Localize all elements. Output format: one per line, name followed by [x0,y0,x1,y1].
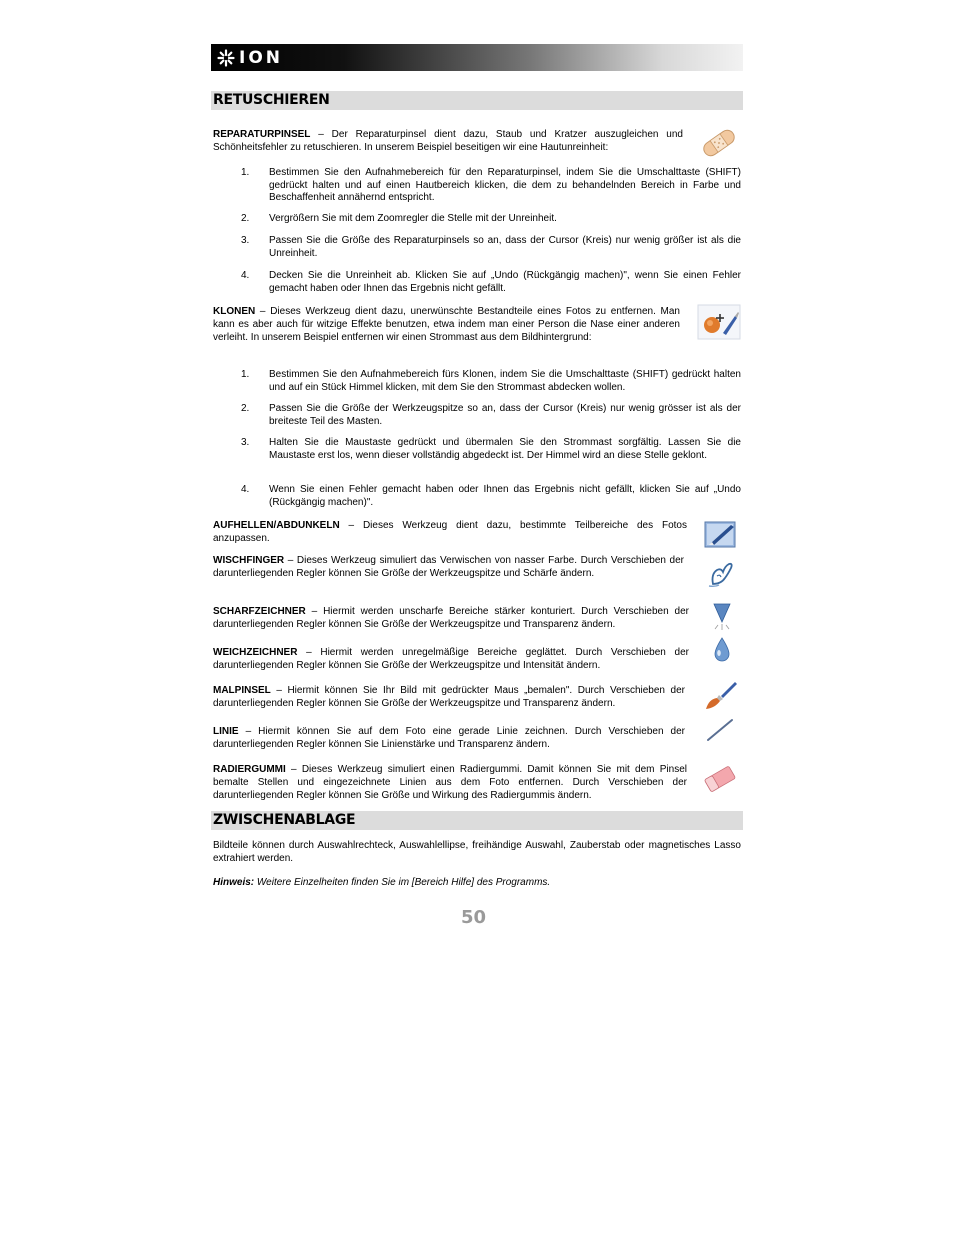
term-label: KLONEN [213,306,256,317]
logo-text: ION [239,47,284,68]
term-label: SCHARFZEICHNER [213,606,306,617]
list-text: Bestimmen Sie den Aufnahmebereich fürs Klonen, indem Sie die Umschalttaste (SHIFT) gedrückt halten und auf ein Stück Himmel klicken, mit dem Sie den Strommast abdecken wollen. [269,369,741,393]
term-label: LINIE [213,726,239,737]
term-label: REPARATURPINSEL [213,129,311,140]
hint-note [213,877,550,888]
list-text: Passen Sie die Größe des Reparaturpinsels so an, dass der Cursor (Kreis) nur wenig größer ist als die Unreinheit. [269,235,741,259]
zwischenablage-text: Bildteile können durch Auswahlrechteck, Auswahlellipse, freihändige Auswahl, Zauberstab oder magnetisches Lasso extrahiert werden. [213,840,741,864]
list-text: Decken Sie die Unreinheit ab. Klicken Sie auf „Undo (Rückgängig machen)", wenn Sie einen Fehler gemacht haben oder Ihnen das Ergebnis nicht gefällt. [269,270,741,294]
term-label: MALPINSEL [213,685,271,696]
list-number: 2. [241,213,250,224]
section-title: ZWISCHENABLAGE [213,812,356,828]
list-number: 1. [241,167,250,178]
radiergummi-desc [213,763,687,802]
term-desc: – Dieses Werkzeug simuliert einen Radiergummi. Damit können Sie mit dem Pinsel bemalte Stellen und eingezeichnete Linien aus dem Foto entfernen. Durch Verschieben der darunterliegenden Regler können Sie Größe und Wirkung des Radiergummis ändern. [213,764,687,801]
term-desc: – Hiermit können Sie Ihr Bild mit gedrückter Maus „bemalen". Durch Verschieben der darunterliegenden Regler können Sie Größe der Werkzeugspitze und Transparenz ändern. [213,685,685,709]
term-desc: – Dieses Werkzeug dient dazu, bestimmte Teilbereiche des Fotos anzupassen. [213,520,687,544]
list-number: 2. [241,403,250,414]
linie-desc [213,725,685,751]
reparaturpinsel-intro [213,128,683,154]
list-number: 1. [241,369,250,380]
term-desc: – Hiermit werden unscharfe Bereiche stärker konturiert. Durch Verschieben der darunterliegenden Regler können Sie Größe der Werkzeugspitze und Transparenz ändern. [213,606,689,630]
section-zwischenablage [211,811,743,830]
list-text: Vergrößern Sie mit dem Zoomregler die Stelle mit der Unreinheit. [269,213,557,224]
term-label: RADIERGUMMI [213,764,286,775]
bandage-icon [699,126,739,160]
page-number: 50 [461,907,487,928]
header-bar [211,44,743,71]
blur-drop-icon [706,636,738,666]
list-number: 4. [241,270,250,281]
dodge-burn-icon [701,517,739,551]
eraser-icon [701,762,739,796]
term-label: AUFHELLEN/ABDUNKELN [213,520,340,531]
term-desc: – Dieses Werkzeug simuliert das Verwischen von nasser Farbe. Durch Verschieben der darunterliegenden Regler können Sie Größe der Werkzeugspitze und Schärfe ändern. [213,555,684,579]
line-icon [703,716,737,744]
term-desc: – Hiermit werden unregelmäßige Bereiche geglättet. Durch Verschieben der darunterliegenden Regler können Sie Größe der Werkzeugspitze und Intensität ändern. [213,647,689,671]
hint-text: Weitere Einzelheiten finden Sie im [Bereich Hilfe] des Programms. [254,877,551,888]
malpinsel-desc [213,684,685,710]
list-number: 3. [241,235,250,246]
section-retuschieren [211,91,743,110]
list-text: Halten Sie die Maustaste gedrückt und übermalen Sie den Strommast sorgfältig. Lassen Sie die Maustaste erst los, wenn dieser vollständig abgedeckt ist. Der Himmel wird an diese Stelle geklont. [269,437,741,461]
scharfzeichner-desc [213,605,689,631]
list-number: 4. [241,484,250,495]
sharpen-icon [706,602,738,632]
clone-stamp-icon [697,304,741,340]
term-desc: – Der Reparaturpinsel dient dazu, Staub und Kratzer auszugleichen und Schönheitsfehler zu retuschieren. In unserem Beispiel beseitigen wir eine Hautunreinheit: [213,129,683,153]
paintbrush-icon [701,679,739,713]
term-desc: – Dieses Werkzeug dient dazu, unerwünschte Bestandteile eines Fotos zu entfernen. Man kann es aber auch für witzige Effekte benutzen, etwa indem man einer Person die Nase einer anderen verleiht. In unserem Beispiel entfernen wir einen Strommast aus dem Bildhintergrund: [213,306,680,343]
smudge-finger-icon [703,554,739,590]
klonen-intro [213,305,680,344]
term-desc: – Hiermit können Sie auf dem Foto eine gerade Linie zeichnen. Durch Verschieben der darunterliegenden Regler können Sie Linienstärke und Transparenz ändern. [213,726,685,750]
logo [217,48,283,67]
section-title: RETUSCHIEREN [213,92,330,108]
ion-star-icon [217,49,235,67]
list-text: Wenn Sie einen Fehler gemacht haben oder Ihnen das Ergebnis nicht gefällt, klicken Sie auf „Undo (Rückgängig machen)". [269,484,741,508]
list-text: Passen Sie die Größe der Werkzeugspitze so an, dass der Cursor (Kreis) nur wenig grösser ist als der breiteste Teil des Masten. [269,403,741,427]
aufhellen-desc [213,519,687,545]
term-label: WEICHZEICHNER [213,647,298,658]
weichzeichner-desc [213,646,689,672]
list-number: 3. [241,437,250,448]
list-text: Bestimmen Sie den Aufnahmebereich für den Reparaturpinsel, indem Sie die Umschalttaste (SHIFT) gedrückt halten und auf einen Hautbereich klicken, die dem zu behandelnden Bereich in Farbe und Beschaffenheit annähernd entspricht. [269,167,741,203]
wischfinger-desc [213,554,684,580]
term-label: WISCHFINGER [213,555,285,566]
hint-label: Hinweis: [213,877,255,888]
